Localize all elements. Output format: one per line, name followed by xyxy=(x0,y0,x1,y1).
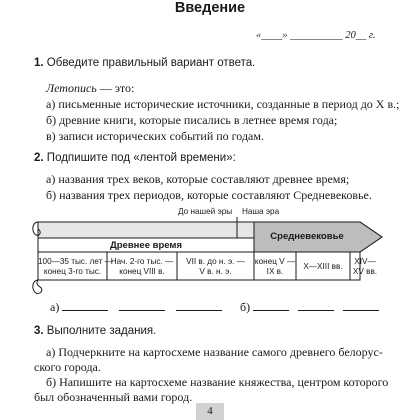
task-3-item-b-line-2: был обозначенный вами город. xyxy=(34,390,193,404)
task-2-heading xyxy=(34,152,236,164)
timeline-cell-2: Нач. 2-го тыс. — конец VIII в. xyxy=(110,257,174,276)
timeline-cell-6: XIV— XV вв. xyxy=(352,257,378,276)
answer-a-blank-1[interactable] xyxy=(62,310,108,311)
task-3-item-a-line-1: а) Подчеркните на картосхеме название самого древнего белорус- xyxy=(46,345,383,359)
task-1-term: Летопись xyxy=(46,81,97,95)
page-title: Введение xyxy=(174,0,246,16)
answer-b-label: б) xyxy=(240,300,251,314)
timeline-scroll-curl-bottom xyxy=(33,280,42,293)
task-3-heading xyxy=(34,325,156,337)
timeline-band-ancient xyxy=(38,222,254,238)
answer-b-blank-2[interactable] xyxy=(298,310,334,311)
task-1-option-c: в) записи исторических событий по годам. xyxy=(46,129,264,143)
timeline-cell-5: X—XIII вв. xyxy=(303,262,343,271)
answer-a-blank-2[interactable] xyxy=(119,310,165,311)
task-2-instruction: Подпишите под «лентой времени»: xyxy=(46,152,236,164)
task-3-item-b-line-1: б) Напишите на картосхеме название княжества, центром которого xyxy=(46,375,389,389)
task-3-number: 3. xyxy=(34,325,44,337)
task-1-heading xyxy=(34,57,255,69)
era-ancient-label: Древнее время xyxy=(109,240,182,251)
task-1-option-a: а) письменные исторические источники, созданные в период до X в.; xyxy=(46,97,400,111)
era-middle-ages-label: Средневековье xyxy=(270,231,344,242)
task-1-number: 1. xyxy=(34,57,44,69)
timeline-answer-a xyxy=(50,300,222,315)
answer-b-blank-1[interactable] xyxy=(253,310,289,311)
date-line: «____» __________ 20__ г. xyxy=(256,30,376,41)
task-3-item-a-line-2: ского города. xyxy=(34,360,101,374)
marker-ad-label: Наша эра xyxy=(242,207,280,216)
page-number: 4 xyxy=(196,403,224,420)
task-2-item-a: а) названия трех веков, которые составляют древнее время; xyxy=(46,172,350,186)
answer-a-blank-3[interactable] xyxy=(176,310,222,311)
marker-bc-label: До нашей эры xyxy=(178,207,233,216)
task-1-term-rest: — это: xyxy=(96,81,135,95)
answer-a-label: а) xyxy=(50,300,60,314)
task-1-instruction: Обведите правильный вариант ответа. xyxy=(46,57,256,69)
timeline-cell-4: конец V — IX в. xyxy=(254,257,296,276)
timeline xyxy=(30,205,390,317)
task-1-term-line xyxy=(46,81,134,96)
timeline-answer-b xyxy=(240,300,379,315)
task-2-item-b: б) названия трех периодов, которые составляют Средневековье. xyxy=(46,188,372,202)
task-3-instruction: Выполните задания. xyxy=(46,325,157,337)
timeline-cell-1: 100—35 тыс. лет — конец 3-го тыс. xyxy=(38,257,113,276)
timeline-cell-3: VII в. до н. э. — V в. н. э. xyxy=(186,257,245,276)
task-1-option-b: б) древние книги, которые писались в летнее время года; xyxy=(46,113,338,127)
task-2-number: 2. xyxy=(34,152,44,164)
answer-b-blank-3[interactable] xyxy=(343,310,379,311)
